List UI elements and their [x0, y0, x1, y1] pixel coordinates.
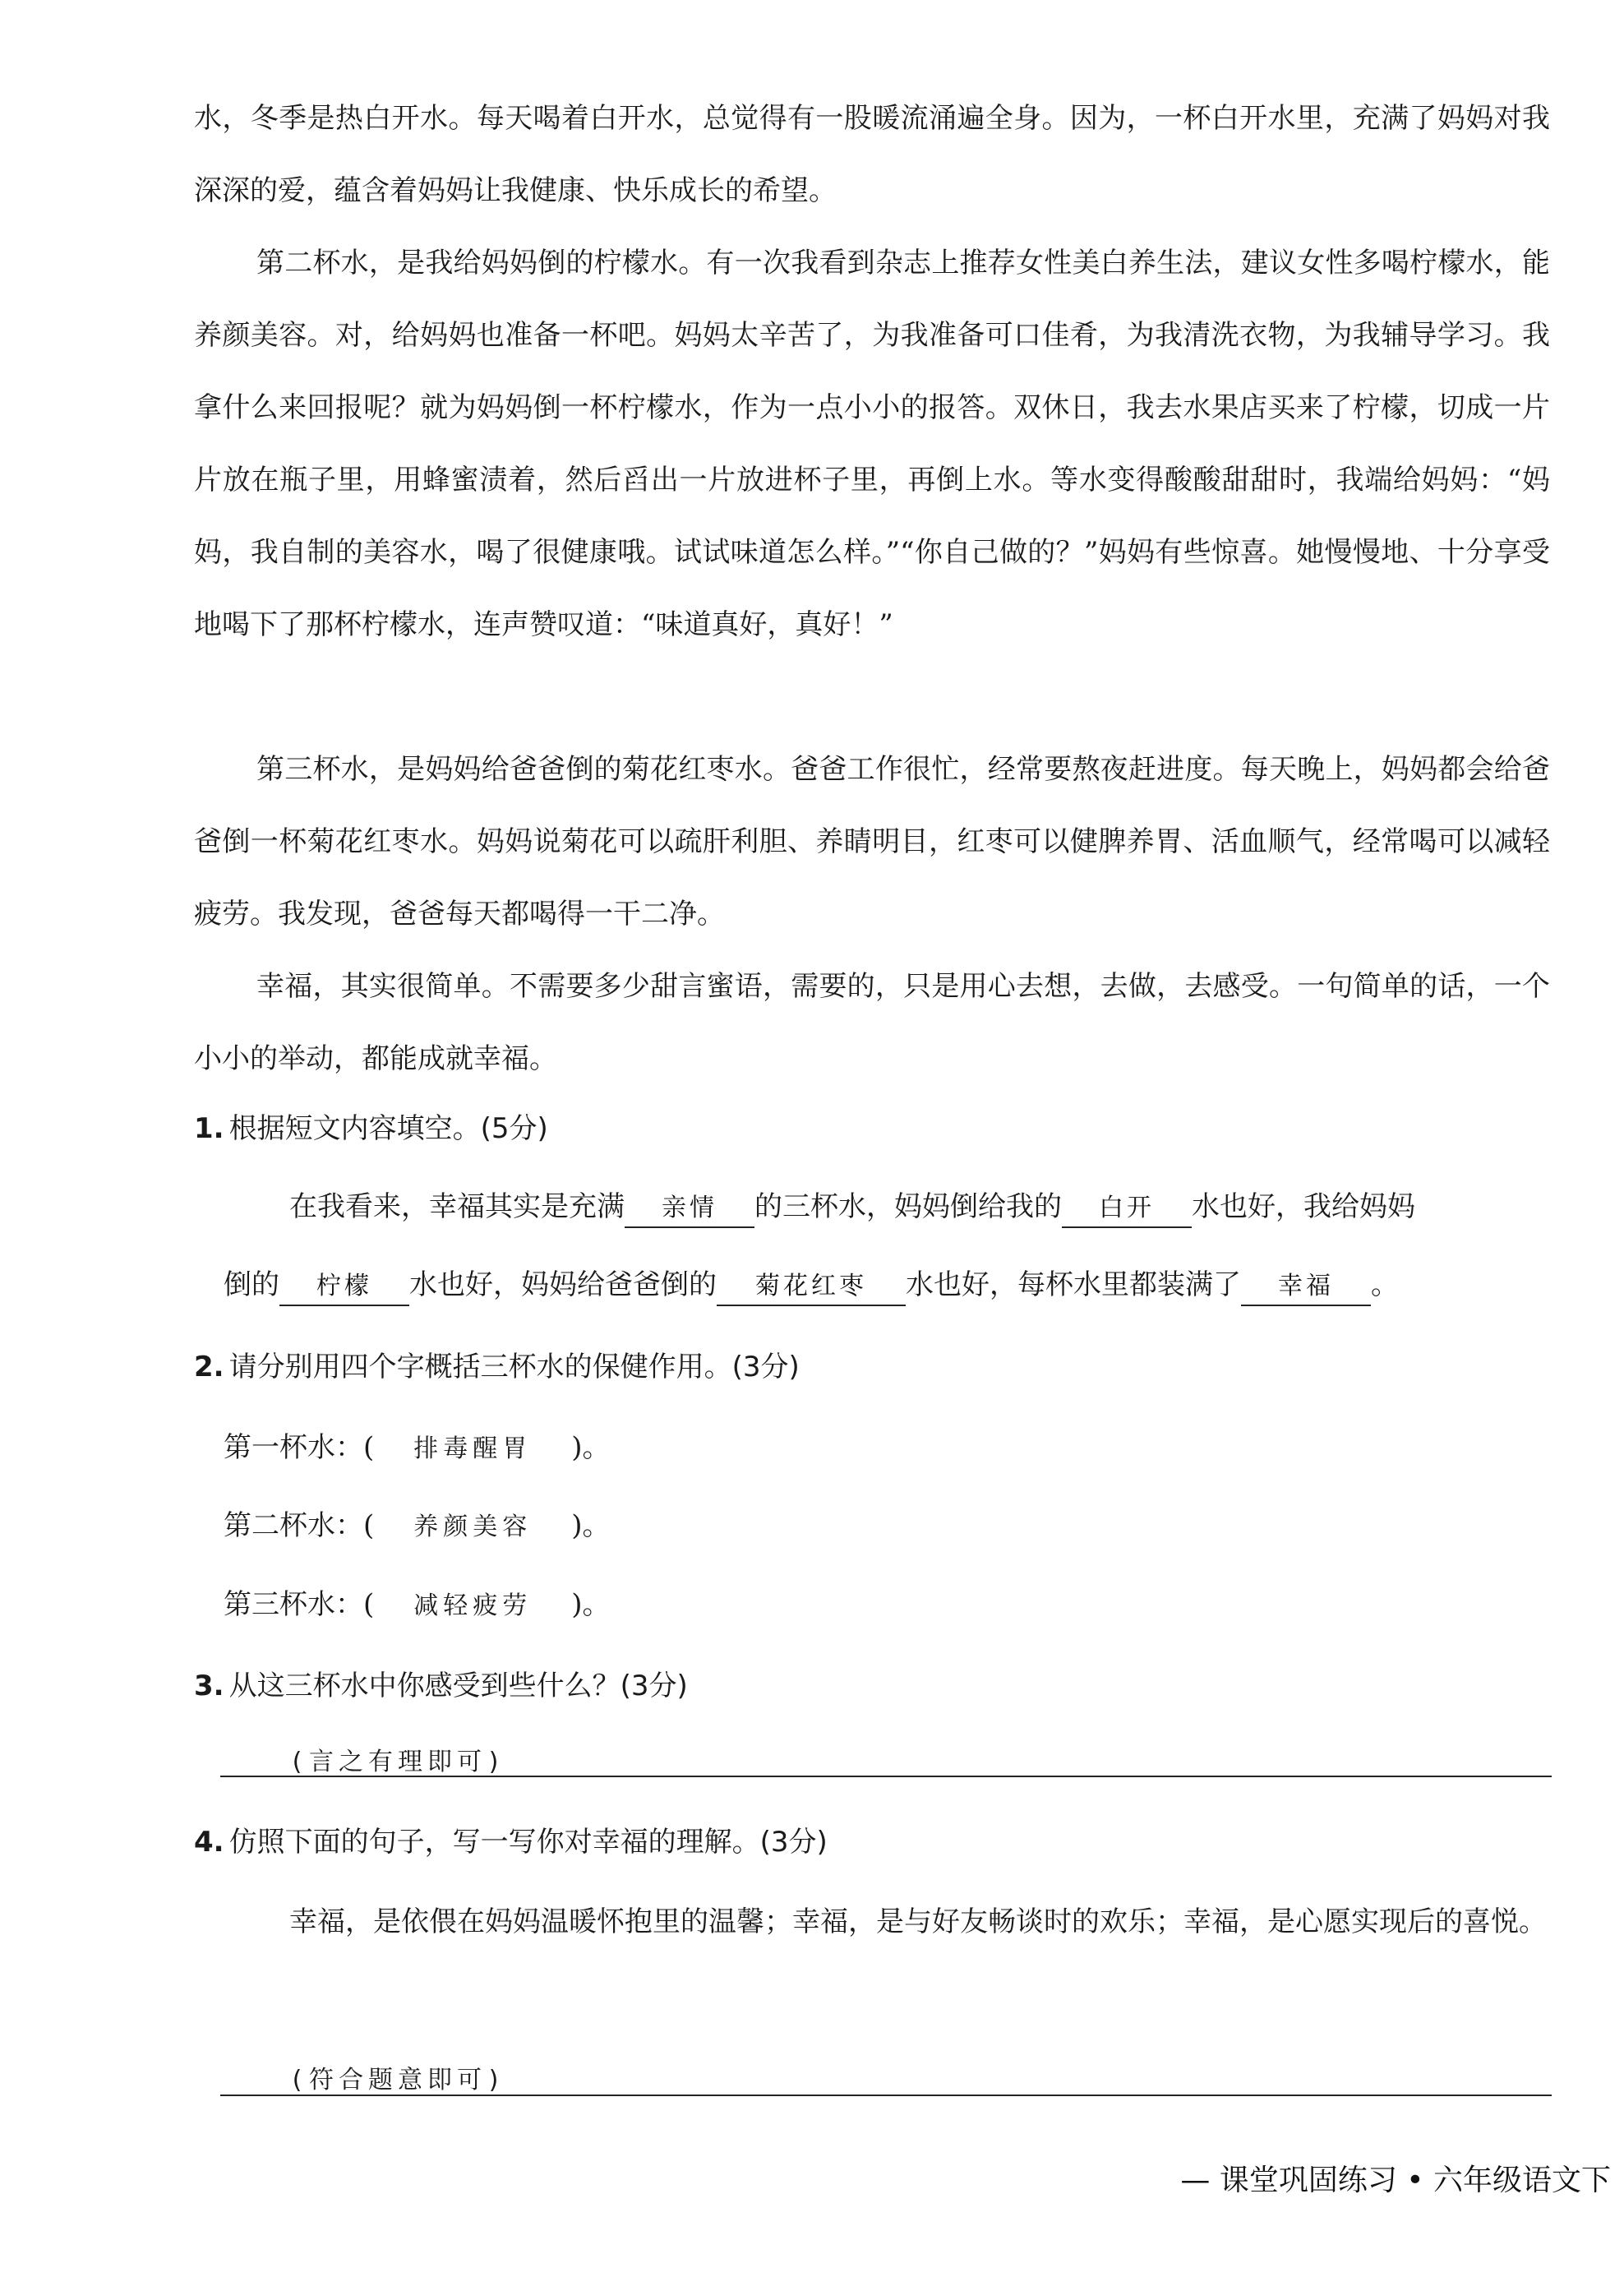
question-1-number: 1. — [194, 1112, 224, 1145]
question-4-number: 4. — [194, 1826, 224, 1859]
q2-item-3-end: )。 — [571, 1588, 611, 1621]
page-footer: — 课堂巩固练习 • 六年级语文下 — [1180, 2164, 1611, 2197]
q2-answer-2[interactable]: 养颜美容 — [413, 1513, 533, 1541]
q2-item-3-label: 第三杯水：( — [224, 1588, 375, 1621]
question-1 — [194, 1106, 548, 1146]
q1-blank-5[interactable]: 幸福 — [1241, 1268, 1371, 1306]
q2-answer-1[interactable]: 排毒醒胃 — [413, 1434, 533, 1463]
question-2 — [194, 1344, 800, 1384]
q1-blank-4[interactable]: 菊花红枣 — [717, 1268, 906, 1306]
q1-text-a: 在我看来，幸福其实是充满 — [289, 1190, 625, 1223]
passage-paragraph-2: 第三杯水，是妈妈给爸爸倒的菊花红枣水。爸爸工作很忙，经常要熬夜赶进度。每天晚上，妈妈都会给爸爸倒一杯菊花红枣水。妈妈说菊花可以疏肝利胆、养睛明目，红枣可以健脾养胃、活血顺气，经常喝可以减轻疲劳。我发现，爸爸每天都喝得一干二净。 — [194, 753, 1550, 931]
passage-paragraph-1: 第二杯水，是我给妈妈倒的柠檬水。有一次我看到杂志上推荐女性美白养生法，建议女性多喝柠檬水，能养颜美容。对，给妈妈也准备一杯吧。妈妈太辛苦了，为我准备可口佳肴，为我清洗衣物，为我辅导学习。我拿什么来回报呢？就为妈妈倒一杯柠檬水，作为一点小小的报答。双休日，我去水果店买来了柠檬，切成一片片放在瓶子里，用蜂蜜渍着，然后舀出一片放进杯子里，再倒上水。等水变得酸酸甜甜时，我端给妈妈：“妈妈，我自制的美容水，喝了很健康哦。试试味道怎么样。”“你自己做的？”妈妈有些惊喜。她慢慢地、十分享受地喝下了那杯柠檬水，连声赞叹道：“味道真好，真好！” — [194, 247, 1550, 641]
q2-item-2-label: 第二杯水：( — [224, 1509, 375, 1542]
q1-blank-1[interactable]: 亲情 — [625, 1190, 754, 1228]
q2-item-1-end: )。 — [571, 1431, 611, 1464]
q2-item-1 — [224, 1425, 611, 1465]
q4-answer[interactable]: (符合题意即可) — [289, 2066, 507, 2095]
q1-text-g: 。 — [1371, 1268, 1399, 1301]
q2-answer-3[interactable]: 减轻疲劳 — [413, 1591, 533, 1620]
q1-text-e: 水也好，妈妈给爸爸倒的 — [409, 1268, 717, 1301]
question-1-text: 根据短文内容填空。(5分) — [228, 1112, 548, 1145]
question-4-text: 仿照下面的句子，写一写你对幸福的理解。(3分) — [228, 1826, 828, 1859]
q3-answer[interactable]: (言之有理即可) — [289, 1748, 507, 1776]
q3-answer-line — [220, 1776, 1552, 1777]
q2-item-1-label: 第一杯水：( — [224, 1431, 375, 1464]
q1-blank-3[interactable]: 柠檬 — [279, 1268, 409, 1306]
q1-text-b: 的三杯水，妈妈倒给我的 — [754, 1190, 1062, 1223]
question-3-number: 3. — [194, 1670, 224, 1702]
q4-example-sentence: 幸福，是依偎在妈妈温暖怀抱里的温馨；幸福，是与好友畅谈时的欢乐；幸福，是心愿实现后的喜悦。 — [289, 1905, 1547, 1938]
q1-text-f: 水也好，每杯水里都装满了 — [906, 1268, 1241, 1301]
q2-item-2-end: )。 — [571, 1509, 611, 1542]
q2-item-3 — [224, 1582, 611, 1622]
passage-paragraph-3: 幸福，其实很简单。不需要多少甜言蜜语，需要的，只是用心去想，去做，去感受。一句简单的话，一个小小的举动，都能成就幸福。 — [194, 970, 1550, 1075]
question-2-number: 2. — [194, 1351, 224, 1383]
q1-text-c: 水也好，我给妈妈 — [1192, 1190, 1415, 1223]
question-1-line-1 — [289, 1184, 1415, 1228]
passage-paragraph-0: 水，冬季是热白开水。每天喝着白开水，总觉得有一股暖流涌遍全身。因为，一杯白开水里，充满了妈妈对我深深的爱，蕴含着妈妈让我健康、快乐成长的希望。 — [194, 102, 1550, 207]
question-4 — [194, 1819, 828, 1859]
q4-answer-line — [220, 2095, 1552, 2096]
question-1-line-2 — [224, 1262, 1399, 1306]
q1-text-d: 倒的 — [224, 1268, 279, 1301]
question-3 — [194, 1663, 688, 1703]
q1-blank-2[interactable]: 白开 — [1062, 1190, 1192, 1228]
question-2-text: 请分别用四个字概括三杯水的保健作用。(3分) — [228, 1351, 800, 1383]
question-3-text: 从这三杯水中你感受到些什么？(3分) — [228, 1670, 688, 1702]
q2-item-2 — [224, 1503, 611, 1543]
